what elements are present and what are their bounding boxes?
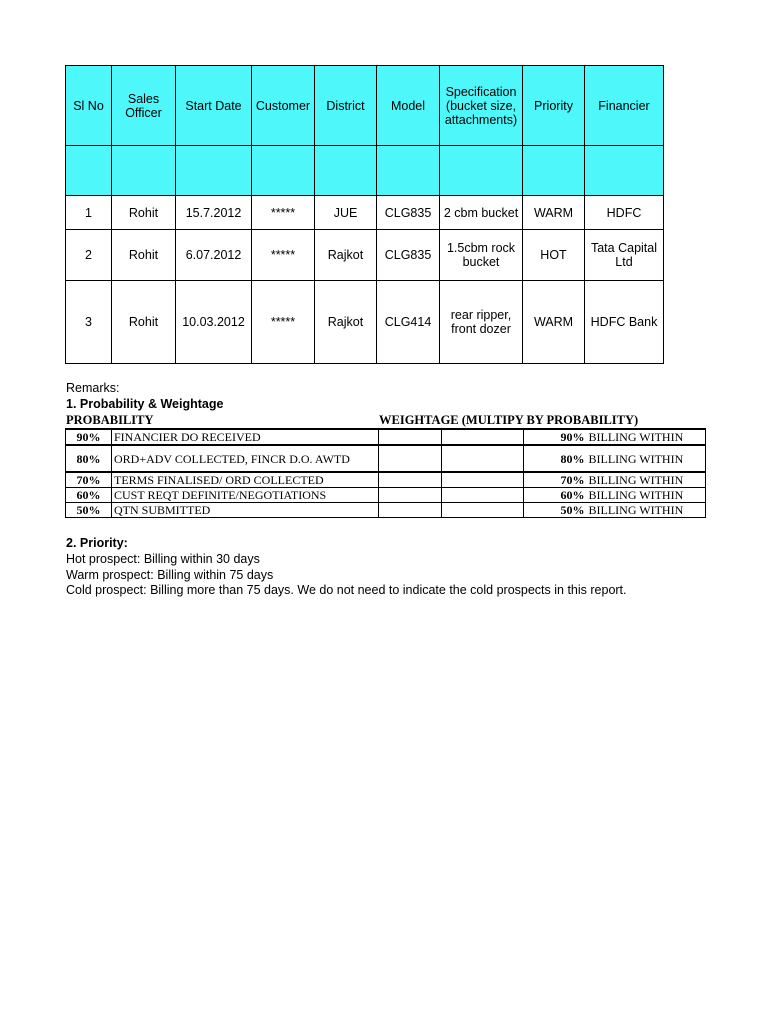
probability-description: FINANCIER DO RECEIVED: [112, 429, 379, 445]
header-sl-no: Sl No: [66, 66, 112, 146]
cell-model: CLG835: [377, 196, 440, 230]
probability-description: TERMS FINALISED/ ORD COLLECTED: [112, 472, 379, 488]
cell-financier: Tata Capital Ltd: [585, 230, 664, 281]
prospects-table: [65, 65, 664, 364]
probability-table-wrapper: [65, 428, 684, 522]
weightage-percent: 50%: [524, 503, 587, 518]
probability-row: [66, 488, 706, 503]
billing-text: BILLING WITHIN: [587, 445, 706, 472]
blank-cell: [112, 146, 176, 196]
blank-cell: [176, 146, 252, 196]
remarks-label: Remarks:: [66, 381, 120, 395]
cell-specification: 1.5cbm rock bucket: [440, 230, 523, 281]
probability-percent: 60%: [66, 488, 112, 503]
cell-start-date: 6.07.2012: [176, 230, 252, 281]
cell-sl-no: 2: [66, 230, 112, 281]
blank-cell: [442, 503, 524, 518]
cell-district: Rajkot: [315, 230, 377, 281]
cell-financier: HDFC Bank: [585, 281, 664, 364]
cell-customer: *****: [252, 281, 315, 364]
header-district: District: [315, 66, 377, 146]
priority-line-hot: Hot prospect: Billing within 30 days: [66, 552, 260, 566]
blank-cell: [379, 472, 442, 488]
cell-district: JUE: [315, 196, 377, 230]
weightage-heading: WEIGHTAGE (MULTIPY BY PROBABILITY): [379, 413, 639, 427]
probability-percent: 90%: [66, 429, 112, 445]
billing-text: BILLING WITHIN: [587, 429, 706, 445]
cell-start-date: 15.7.2012: [176, 196, 252, 230]
cell-specification: rear ripper, front dozer: [440, 281, 523, 364]
cell-sl-no: 3: [66, 281, 112, 364]
probability-description: CUST REQT DEFINITE/NEGOTIATIONS: [112, 488, 379, 503]
header-priority: Priority: [523, 66, 585, 146]
blank-cell: [379, 429, 442, 445]
probability-row: [66, 429, 706, 445]
blank-cell: [379, 488, 442, 503]
blank-cell: [377, 146, 440, 196]
probability-row: [66, 445, 706, 472]
cell-sl-no: 1: [66, 196, 112, 230]
header-financier: Financier: [585, 66, 664, 146]
cell-sales-officer: Rohit: [112, 281, 176, 364]
priority-line-cold: Cold prospect: Billing more than 75 days. We do not need to indicate the cold prospects in this report.: [66, 583, 627, 597]
blank-cell: [66, 146, 112, 196]
billing-text: BILLING WITHIN: [587, 472, 706, 488]
blank-cell: [442, 429, 524, 445]
header-model: Model: [377, 66, 440, 146]
table-row: [66, 196, 664, 230]
cell-sales-officer: Rohit: [112, 230, 176, 281]
blank-cell: [315, 146, 377, 196]
probability-description: ORD+ADV COLLECTED, FINCR D.O. AWTD: [112, 445, 379, 472]
section2-title: 2. Priority:: [66, 536, 128, 550]
cell-financier: HDFC: [585, 196, 664, 230]
blank-highlight-row: [66, 146, 664, 196]
blank-cell: [440, 146, 523, 196]
header-sales-officer: Sales Officer: [112, 66, 176, 146]
cell-start-date: 10.03.2012: [176, 281, 252, 364]
cell-priority: HOT: [523, 230, 585, 281]
section1-title: 1. Probability & Weightage: [66, 397, 224, 411]
weightage-percent: 60%: [524, 488, 587, 503]
weightage-percent: 90%: [524, 429, 587, 445]
blank-cell: [379, 445, 442, 472]
blank-cell: [442, 445, 524, 472]
probability-percent: 80%: [66, 445, 112, 472]
cell-model: CLG414: [377, 281, 440, 364]
cell-district: Rajkot: [315, 281, 377, 364]
probability-row: [66, 503, 706, 518]
blank-cell: [442, 472, 524, 488]
blank-cell: [442, 488, 524, 503]
probability-table: [65, 428, 706, 518]
probability-description: QTN SUBMITTED: [112, 503, 379, 518]
blank-cell: [252, 146, 315, 196]
cell-sales-officer: Rohit: [112, 196, 176, 230]
weightage-percent: 80%: [524, 445, 587, 472]
blank-cell: [585, 146, 664, 196]
probability-percent: 70%: [66, 472, 112, 488]
header-start-date: Start Date: [176, 66, 252, 146]
probability-heading: PROBABILITY: [66, 413, 154, 427]
priority-line-warm: Warm prospect: Billing within 75 days: [66, 568, 274, 582]
weightage-percent: 70%: [524, 472, 587, 488]
cell-specification: 2 cbm bucket: [440, 196, 523, 230]
billing-text: BILLING WITHIN: [587, 488, 706, 503]
cell-priority: WARM: [523, 281, 585, 364]
blank-cell: [523, 146, 585, 196]
blank-cell: [379, 503, 442, 518]
header-customer: Customer: [252, 66, 315, 146]
cell-priority: WARM: [523, 196, 585, 230]
billing-text: BILLING WITHIN: [587, 503, 706, 518]
table-header-row: [66, 66, 664, 146]
header-specification: Specification (bucket size, attachments): [440, 66, 523, 146]
table-row: [66, 230, 664, 281]
probability-row: [66, 472, 706, 488]
cell-customer: *****: [252, 196, 315, 230]
probability-percent: 50%: [66, 503, 112, 518]
cell-model: CLG835: [377, 230, 440, 281]
table-row: [66, 281, 664, 364]
cell-customer: *****: [252, 230, 315, 281]
